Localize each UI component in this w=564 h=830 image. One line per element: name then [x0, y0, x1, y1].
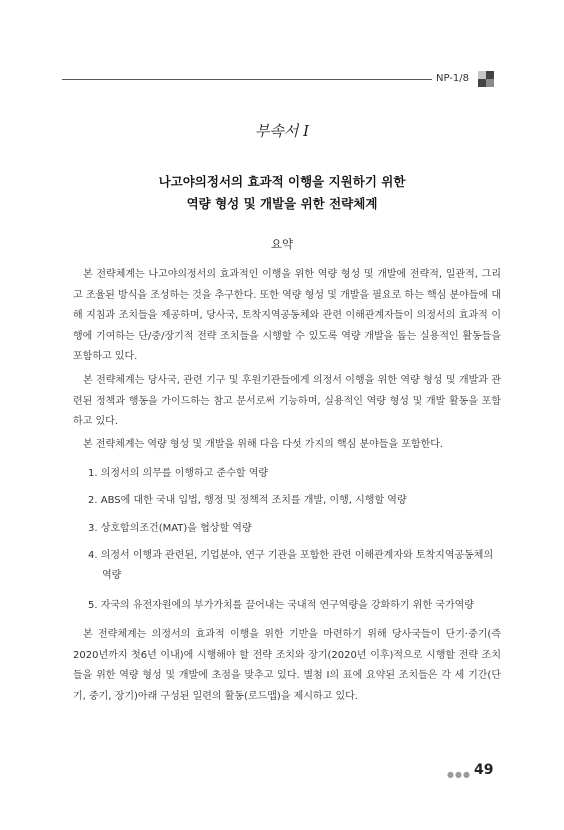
- list-text: 상호합의조건(MAT)을 협상할 역량: [100, 523, 252, 534]
- final-paragraph: 본 전략체계는 의정서의 효과적 이행을 위한 기반을 마련하기 위해 당사국들이 단기·중기(즉 2020년까지 첫6년 이내)에 시행해야 할 전략 조치와 장기(2020년 이후)적으로 시행할 전략 조치들을 위한 역량 형성 및 개발에 초점을 맞추고 있다. 별첨 I의 표에 요약된 조치들은 각 세 기간(단기, 중기, 장기)아래 구성된 일련의 활동(로드맵)을 제시하고 있다.: [73, 629, 501, 702]
- annex-label: 부속서 I: [254, 122, 310, 140]
- list-text-continued: 역량: [102, 570, 122, 581]
- doc-code: NP-1/8: [432, 73, 473, 84]
- list-number: 4.: [88, 550, 98, 561]
- title-line-2: 역량 형성 및 개발을 위한 전략체계: [186, 196, 378, 211]
- paragraph: 본 전략체계는 당사국, 관련 기구 및 후원기관들에게 의정서 이행을 위한 역량 형성 및 개발과 관련된 정책과 행동을 가이드하는 참고 문서로써 기능하며, 실용적인 역량 형성 및 개발 활동을 포함하고 있다.: [73, 375, 501, 427]
- list-item: [88, 596, 503, 616]
- list-number: 3.: [88, 523, 98, 534]
- header-rule: [62, 79, 472, 80]
- list-number: 2.: [88, 495, 98, 506]
- list-item: [88, 464, 503, 484]
- list-item: [88, 491, 503, 511]
- paragraph: 본 전략체계는 역량 형성 및 개발을 위해 다음 다섯 가지의 핵심 분야들을 포함한다.: [83, 439, 444, 450]
- list-number: 1.: [88, 468, 98, 479]
- list-item: [88, 519, 503, 539]
- list-text: ABS에 대한 국내 입법, 행정 및 정책적 조치를 개발, 이행, 시행할 역량: [100, 495, 407, 506]
- page-number: 49: [474, 762, 494, 778]
- title-line-1: 나고야의정서의 효과적 이행을 지원하기 위한: [158, 174, 406, 189]
- list-text: 의정서의 의무를 이행하고 준수할 역량: [100, 468, 269, 479]
- list-number: 5.: [88, 600, 98, 611]
- list-text: 자국의 유전자원에의 부가가치를 끌어내는 국내적 연구역량을 강화하기 위한 국가역량: [100, 600, 474, 611]
- summary-heading: 요약: [270, 237, 294, 251]
- paragraph: 본 전략체계는 나고야의정서의 효과적인 이행을 위한 역량 형성 및 개발에 전략적, 일관적, 그리고 조율된 방식을 조성하는 것을 추구한다. 또한 역량 형성 및 개발을 필요로 하는 핵심 분야들에 대해 지침과 조치들을 제공하며, 당사국, 토착지역공동체와 관련 이해관계자들이 의정서의 효과적 이행에 기여하는 단/중/장기적 전략 조치들을 시행할 수 있도록 역량 개발을 돕는 실용적인 활동들을 포함하고 있다.: [73, 269, 501, 362]
- page-dots: ●●●: [447, 770, 471, 779]
- list-text: 의정서 이행과 관련된, 기업분야, 연구 기관을 포함한 관련 이해관계자와 토착지역공동체의: [100, 550, 494, 561]
- list-item: [88, 546, 503, 586]
- corner-mark: [478, 71, 494, 87]
